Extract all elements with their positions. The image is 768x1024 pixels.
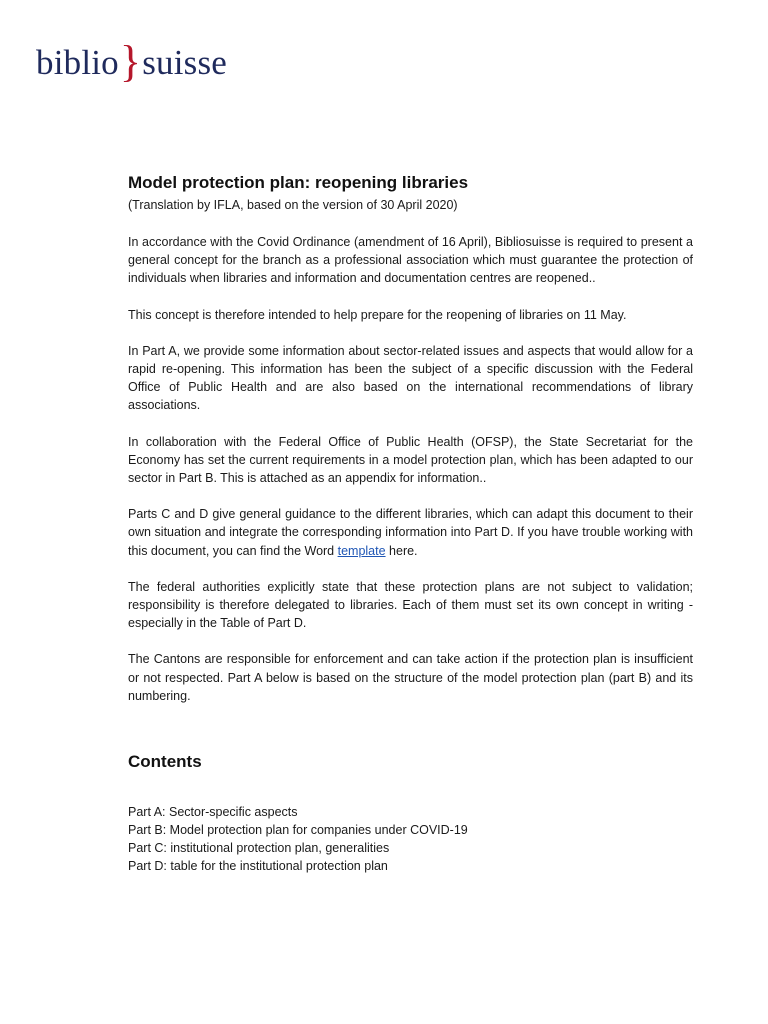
paragraph-parts-c-d-text: Parts C and D give general guidance to the different libraries, which can adapt this document to their own situation and integrate the corresponding information into Part D. If you have trouble working with this document, you can find the Word bbox=[128, 507, 693, 558]
document-title: Model protection plan: reopening libraries bbox=[128, 173, 469, 192]
paragraph-covid-ordinance: In accordance with the Covid Ordinance (amendment of 16 April), Bibliosuisse is required to present a general concept for the branch as a professional association which must guarantee the protection of individuals when libraries and information and documentation centres are reopened.. bbox=[128, 235, 693, 286]
contents-item: Part D: table for the institutional protection plan bbox=[128, 859, 388, 874]
bibliosuisse-logo bbox=[36, 38, 227, 85]
document-subtitle: (Translation by IFLA, based on the version of 30 April 2020) bbox=[128, 198, 458, 212]
contents-heading: Contents bbox=[128, 752, 202, 772]
contents-item: Part C: institutional protection plan, generalities bbox=[128, 841, 390, 856]
paragraph-concept-intent: This concept is therefore intended to help prepare for the reopening of libraries on 11 May. bbox=[128, 307, 627, 322]
logo-brace: } bbox=[119, 37, 142, 86]
template-link[interactable]: template bbox=[337, 543, 386, 558]
paragraph-part-a: In Part A, we provide some information about sector-related issues and aspects that would allow for a rapid re-opening. This information has been the subject of a specific discussion with the Federal Office of Public Health and are also based on the international recommendations of library associations. bbox=[128, 343, 693, 413]
paragraph-parts-c-d-tail: here. bbox=[385, 543, 418, 558]
paragraph-parts-c-d bbox=[128, 505, 693, 560]
paragraph-cantons: The Cantons are responsible for enforcement and can take action if the protection plan is insufficient or not respected. Part A below is based on the structure of the model protection plan (part B) and its numbering. bbox=[128, 652, 693, 703]
paragraph-ofsp-collaboration: In collaboration with the Federal Office of Public Health (OFSP), the State Secretariat for the Economy has set the current requirements in a model protection plan, which has been adapted to our sector in Part B. This is attached as an appendix for information.. bbox=[128, 434, 693, 486]
document-body bbox=[128, 172, 693, 875]
contents-item: Part A: Sector-specific aspects bbox=[128, 805, 298, 820]
logo-text-biblio: biblio bbox=[36, 43, 119, 82]
logo-text-suisse: suisse bbox=[142, 43, 228, 82]
contents-item: Part B: Model protection plan for companies under COVID-19 bbox=[128, 823, 468, 838]
paragraph-federal-authorities: The federal authorities explicitly state that these protection plans are not subject to validation; responsibility is therefore delegated to libraries. Each of them must set its own concept in writing - especially in the Table of Part D. bbox=[128, 579, 693, 631]
contents-list bbox=[128, 803, 693, 875]
